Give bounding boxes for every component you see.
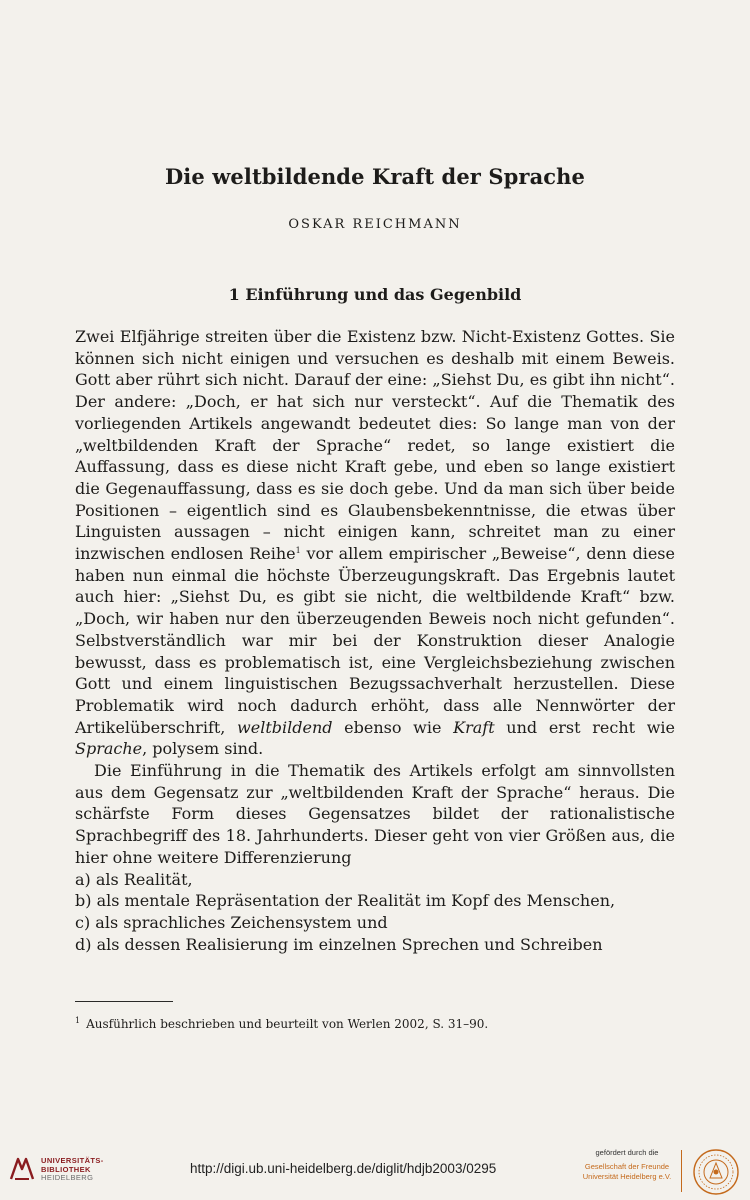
university-seal-icon [692, 1148, 740, 1196]
footnote-mark[interactable]: 1 [295, 546, 301, 556]
article-title: Die weltbildende Kraft der Sprache [164, 164, 585, 189]
footnote [75, 1013, 675, 1032]
paragraph-1: Zwei Elfjährige streiten über die Existenz bzw. Nicht-Existenz Gottes. Sie können sich nicht einigen und versuchen es deshalb mit einem Beweis. Gott aber rührt sich nicht. Darauf der eine: „Siehst Du, es gibt ihn nicht“. Der andere: „Doch, er hat sich nur versteckt“. Auf die Thematik des vorliegenden Artikels angewandt bedeutet dies: So lange man von der „weltbildenden Kraft der Sprache“ redet, so lange existiert die Auffassung, dass es diese nicht Kraft gebe, und eben so lange existiert die Gegenauffassung, dass es sie doch gebe. Und da man sich über beide Positionen – eigentlich sind es Glaubensbekenntnisse, die etwas über Linguisten aussagen – nicht einigen kann, schreitet man zu einer inzwischen endlosen Reihe$^1$ vor allem empirischer „Beweise“, denn diese haben nun einmal die höchste Überzeugungskraft. Das Ergebnis lautet auch hier: „Siehst Du, es gibt sie nicht, die weltbildende Kraft“ bzw. „Doch, wir haben nur den überzeugenden Beweis noch nicht gefunden“. Selbstverständlich war mir bei der Konstruktion dieser Analogie bewusst, dass es problematisch ist, eine Vergleichsbeziehung zwischen Gott und einem linguistischen Bezugssachverhalt herzustellen. Diese Problematik wird noch dadurch erhöht, dass alle Nennwörter der Artikelüberschrift, weltbildend ebenso wie Kraft und erst recht wie Sprache, polysem sind. [75, 327, 675, 759]
list-item: a) als Realität, [75, 869, 193, 889]
author-name: OSKAR REICHMANN [288, 217, 462, 232]
library-logo-icon[interactable] [8, 1155, 36, 1183]
list-item: b) als mentale Repräsentation der Realität im Kopf des Menschen, [75, 891, 616, 911]
body-text [75, 326, 675, 955]
paragraph-2: Die Einführung in die Thematik des Artikels erfolgt am sinnvollsten aus dem Gegensatz zur „weltbildenden Kraft der Sprache“ heraus. Die schärfste Form dieses Gegensatzes bildet der rationalistische Sprachbegriff des 18. Jahrhunderts. Dieser geht von vier Größen aus, die hier ohne weitere Differenzierung [75, 761, 675, 867]
list-item: d) als dessen Realisierung im einzelnen Sprechen und Schreiben [75, 934, 603, 954]
enumeration-list [75, 869, 675, 956]
library-name[interactable]: UNIVERSITÄTS- BIBLIOTHEK HEIDELBERG [41, 1156, 104, 1182]
footnote-divider [75, 1001, 173, 1002]
sponsor-divider [681, 1150, 682, 1192]
list-item: c) als sprachliches Zeichensystem und [75, 912, 388, 932]
footnote-text: Ausführlich beschrieben und beurteilt von Werlen 2002, S. 31–90. [86, 1017, 489, 1031]
footnote-number: 1 [75, 1016, 81, 1025]
section-heading: 1 Einführung und das Gegenbild [228, 285, 522, 304]
permalink-url[interactable]: http://digi.ub.uni-heidelberg.de/diglit/hdjb2003/0295 [190, 1161, 497, 1176]
sponsor-block[interactable]: gefördert durch die Gesellschaft der Freunde Universität Heidelberg e.V. [582, 1148, 672, 1181]
